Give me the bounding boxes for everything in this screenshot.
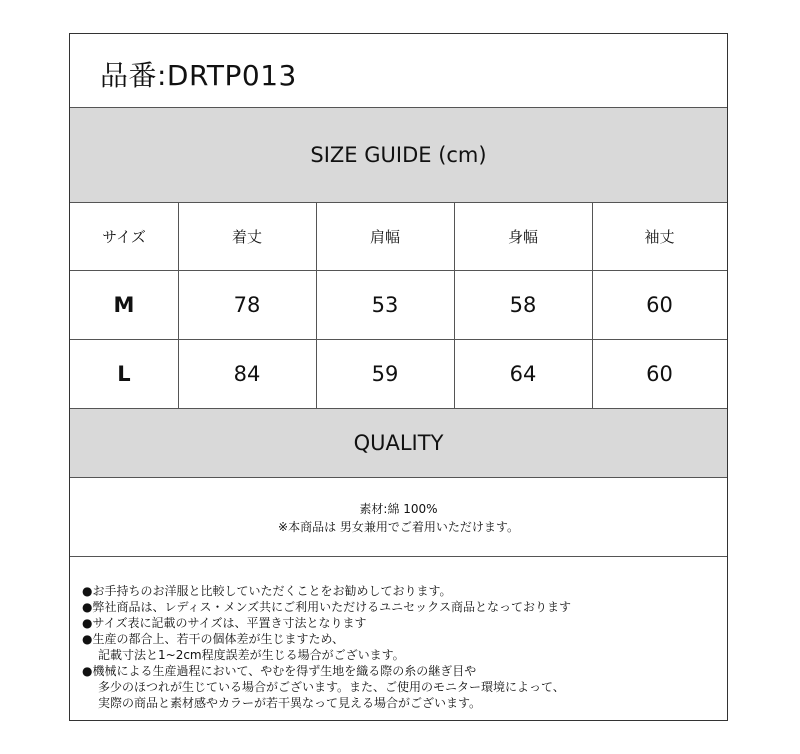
table-cell: 60 (646, 362, 673, 386)
product-code: 品番:DRTP013 (100, 59, 297, 92)
note-line: 実際の商品と素材感やカラーが若干異なって見える場合がございます。 (98, 696, 482, 710)
quality-title: QUALITY (353, 431, 444, 455)
note-line: ●弊社商品は、レディス・メンズ共にご利用いただけるユニセックス商品となっております (82, 600, 572, 614)
note-line: ●お手持ちのお洋服と比較していただくことをお勧めしております。 (82, 584, 452, 598)
column-divider (592, 203, 593, 408)
quality-header (70, 409, 727, 477)
table-cell: 60 (646, 293, 673, 317)
notes-section (70, 557, 727, 721)
table-cell: 78 (233, 293, 261, 317)
column-header-size: サイズ (102, 228, 146, 246)
table-cell: 64 (509, 362, 537, 386)
table-cell: 58 (509, 293, 537, 317)
note-line: 多少のほつれが生じている場合がございます。また、ご使用のモニター環境によって、 (98, 680, 565, 694)
material-text: 素材:綿 100% (359, 502, 438, 516)
table-cell: 59 (371, 362, 399, 386)
size-guide-sheet (69, 33, 728, 721)
column-header-chest: 身幅 (507, 228, 538, 246)
column-divider (316, 203, 317, 408)
table-cell: 84 (233, 362, 261, 386)
note-line: 記載寸法と1~2cm程度誤差が生じる場合がございます。 (98, 648, 405, 662)
size-table (70, 203, 727, 408)
size-guide-title: SIZE GUIDE (cm) (310, 143, 487, 167)
table-row-size: M (113, 293, 135, 317)
column-header-shoulder: 肩幅 (369, 228, 400, 246)
table-row-size: L (117, 362, 131, 386)
size-guide-header (70, 108, 727, 202)
unisex-note: ※本商品は 男女兼用でご着用いただけます。 (278, 520, 519, 534)
column-divider (178, 203, 179, 408)
note-line: ●機械による生産過程において、やむを得ず生地を織る際の糸の継ぎ目や (82, 664, 477, 678)
column-divider (454, 203, 455, 408)
table-cell: 53 (371, 293, 399, 317)
note-line: ●生産の都合上、若干の個体差が生じますため、 (82, 632, 344, 646)
column-header-sleeve: 袖丈 (644, 228, 675, 246)
product-code-row (70, 34, 727, 107)
column-header-length: 着丈 (231, 228, 262, 246)
note-line: ●サイズ表に記載のサイズは、平置き寸法となります (82, 616, 367, 630)
material-section (70, 478, 727, 556)
